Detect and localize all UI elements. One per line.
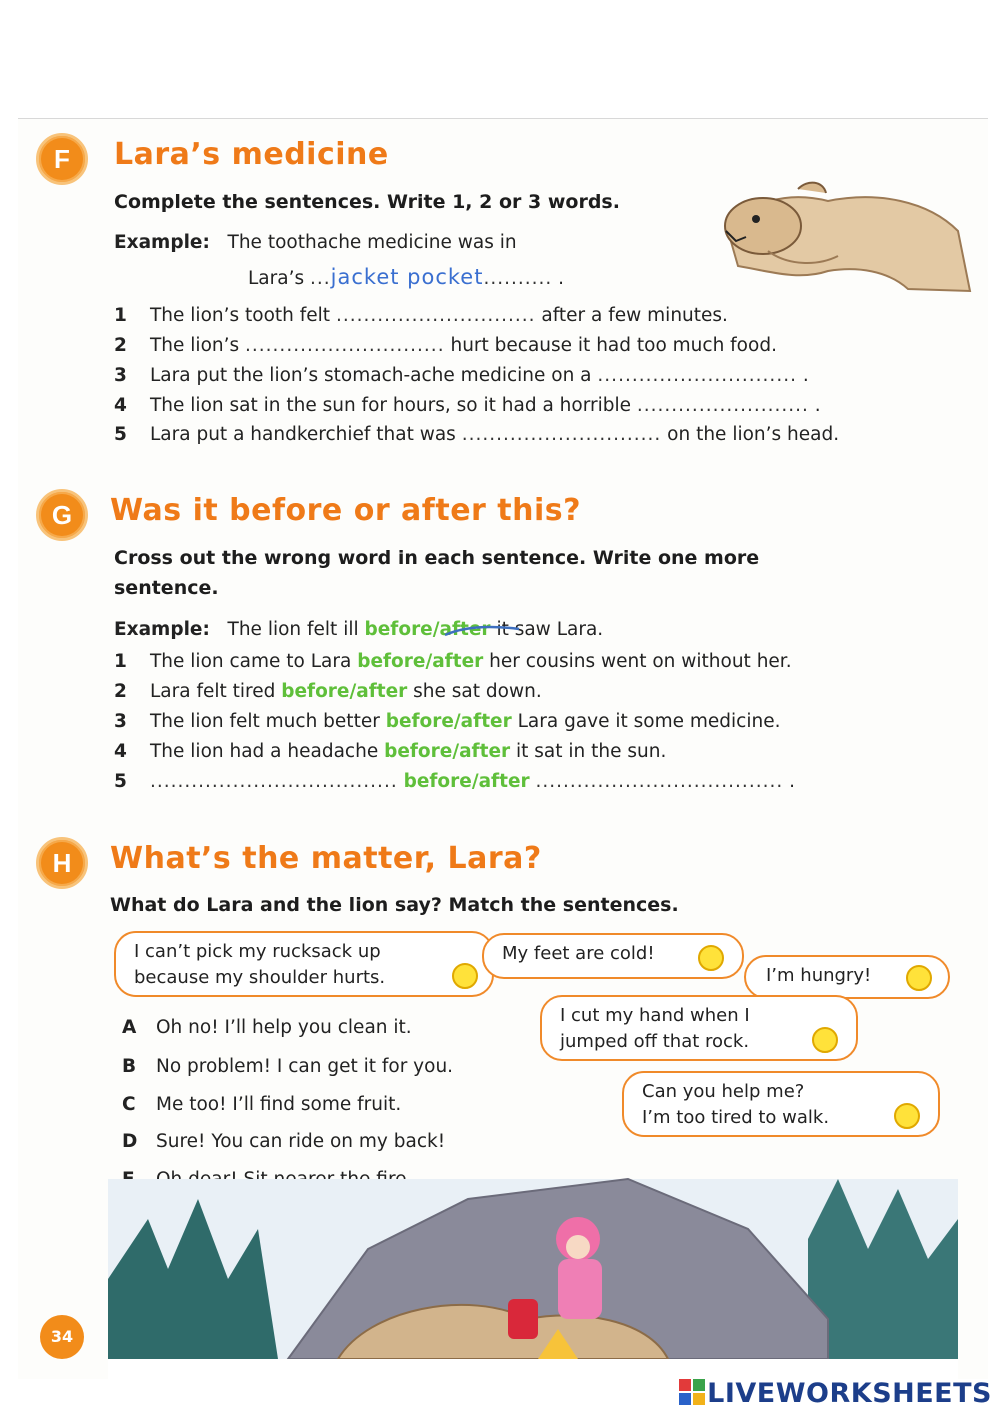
item-number: 2 [114, 681, 127, 702]
before-after-choice[interactable]: before/after [385, 711, 512, 732]
liveworksheets-icon [679, 1379, 705, 1405]
section-f-badge: F [36, 133, 88, 185]
item-text-after: . [802, 365, 809, 386]
bubble-text: Can you help me? [642, 1081, 805, 1102]
item-text-after: she sat down. [413, 681, 542, 702]
example-text: The toothache medicine was in [227, 232, 517, 253]
section-h-title: What’s the matter, Lara? [110, 841, 542, 876]
section-h-instruction: What do Lara and the lion say? Match the sentences. [110, 894, 679, 916]
speech-bubble-1 [114, 931, 494, 997]
item-text: The lion came to Lara [150, 651, 352, 672]
example-choice-text: before/after [364, 619, 491, 640]
answer-text: Sure! You can ride on my back! [156, 1131, 446, 1152]
item-text: The lion had a headache [150, 741, 379, 762]
section-f-title: Lara’s medicine [114, 137, 389, 172]
section-g-badge: G [36, 489, 88, 541]
speech-bubble-4 [540, 995, 858, 1061]
example-text: The lion felt ill [227, 619, 359, 640]
answer-blank[interactable]: .................................... [535, 771, 784, 792]
brand-text: LIVEWORKSHEETS [707, 1378, 992, 1409]
example-prefix: Lara’s [248, 268, 305, 289]
section-g-instruction-2: sentence. [114, 577, 219, 599]
item-text: The lion’s tooth felt [150, 305, 331, 326]
answer-blank[interactable]: .................................... [150, 771, 398, 792]
section-h-badge: H [36, 837, 88, 889]
answer-letter: B [122, 1056, 137, 1077]
before-after-choice[interactable]: before/after [357, 651, 484, 672]
item-text-after: hurt because it had too much food. [450, 335, 777, 356]
before-after-choice[interactable]: before/after [384, 741, 511, 762]
section-g-instruction-1: Cross out the wrong word in each sentence. Write one more [114, 547, 760, 569]
page-number: 34 [40, 1315, 84, 1359]
bubble-text: because my shoulder hurts. [134, 967, 386, 988]
example-label: Example: [114, 232, 210, 253]
bubble-text: I’m too tired to walk. [642, 1107, 830, 1128]
section-g-item-5 [114, 771, 795, 792]
match-dot-2[interactable] [698, 945, 724, 971]
item-text: The lion’s [150, 335, 240, 356]
item-number: 1 [114, 305, 127, 326]
item-text-after: on the lion’s head. [667, 424, 840, 445]
section-f-example-line2: Lara’s ...jacket pocket.......... . [248, 265, 565, 289]
section-g-title: Was it before or after this? [110, 493, 582, 528]
item-text-after: . [789, 771, 795, 792]
answer-letter: D [122, 1131, 138, 1152]
match-dot-5[interactable] [894, 1103, 920, 1129]
section-f-item-5 [114, 424, 839, 445]
item-text-after: Lara gave it some medicine. [517, 711, 781, 732]
item-number: 3 [114, 365, 127, 386]
section-f-item-1 [114, 305, 728, 326]
section-f-item-2 [114, 335, 777, 356]
example-answer: jacket pocket [330, 265, 484, 289]
answer-text: Me too! I’ll find some fruit. [156, 1094, 402, 1115]
lara-and-lion-scene-illustration [108, 1159, 958, 1379]
item-number: 4 [114, 395, 127, 416]
item-number: 2 [114, 335, 127, 356]
answer-text: No problem! I can get it for you. [156, 1056, 454, 1077]
item-text-after: . [814, 395, 821, 416]
item-number: 5 [114, 771, 127, 792]
section-g-item-2 [114, 681, 542, 702]
bubble-text: My feet are cold! [502, 943, 655, 964]
before-after-choice[interactable]: before/after [403, 771, 530, 792]
item-text-after: after a few minutes. [541, 305, 728, 326]
answer-blank[interactable]: ............................. [335, 305, 536, 326]
item-text: Lara felt tired [150, 681, 276, 702]
match-dot-3[interactable] [906, 965, 932, 991]
item-number: 4 [114, 741, 127, 762]
bubble-text: I can’t pick my rucksack up [134, 941, 381, 962]
match-dot-4[interactable] [812, 1027, 838, 1053]
answer-blank[interactable]: ............................. [597, 365, 797, 386]
section-g-example [114, 619, 603, 640]
section-f-item-3 [114, 365, 809, 386]
section-f-example-line1 [114, 232, 517, 253]
section-f-item-4 [114, 395, 821, 416]
section-g-item-4 [114, 741, 666, 762]
bubble-text: jumped off that rock. [560, 1031, 750, 1052]
answer-b [122, 1056, 453, 1077]
match-dot-1[interactable] [452, 963, 478, 989]
answer-text: Oh no! I’ll help you clean it. [156, 1017, 412, 1038]
answer-d [122, 1131, 445, 1152]
item-number: 5 [114, 424, 127, 445]
item-text: Lara put a handkerchief that was [150, 424, 456, 445]
item-text: The lion sat in the sun for hours, so it had a horrible [150, 395, 631, 416]
answer-blank[interactable]: ......................... [636, 395, 809, 416]
section-f-instruction: Complete the sentences. Write 1, 2 or 3 words. [114, 191, 620, 213]
item-number: 1 [114, 651, 127, 672]
answer-blank[interactable]: ............................. [245, 335, 445, 356]
answer-blank[interactable]: ............................. [461, 424, 662, 445]
item-number: 3 [114, 711, 127, 732]
worksheet-page [18, 118, 988, 1379]
bubble-text: I cut my hand when I [560, 1005, 750, 1026]
lion-lying-illustration [708, 171, 978, 301]
bubble-text: I’m hungry! [766, 965, 872, 986]
example-text-after: it saw Lara. [496, 619, 604, 640]
answer-letter: A [122, 1017, 137, 1038]
answer-c [122, 1094, 401, 1115]
example-label: Example: [114, 619, 210, 640]
before-after-choice[interactable]: before/after [281, 681, 408, 702]
liveworksheets-logo [679, 1378, 992, 1409]
example-answer-blank: ...jacket pocket.......... [310, 265, 553, 289]
cross-out-stroke [443, 621, 523, 641]
section-g-item-1 [114, 651, 792, 672]
example-choice [365, 619, 491, 640]
item-text: Lara put the lion’s stomach-ache medicine on a [150, 365, 592, 386]
section-g-item-3 [114, 711, 780, 732]
item-text: The lion felt much better [150, 711, 380, 732]
speech-bubble-5 [622, 1071, 940, 1137]
item-text-after: it sat in the sun. [516, 741, 667, 762]
answer-a [122, 1017, 412, 1038]
answer-letter: C [122, 1094, 136, 1115]
item-text-after: her cousins went on without her. [489, 651, 792, 672]
